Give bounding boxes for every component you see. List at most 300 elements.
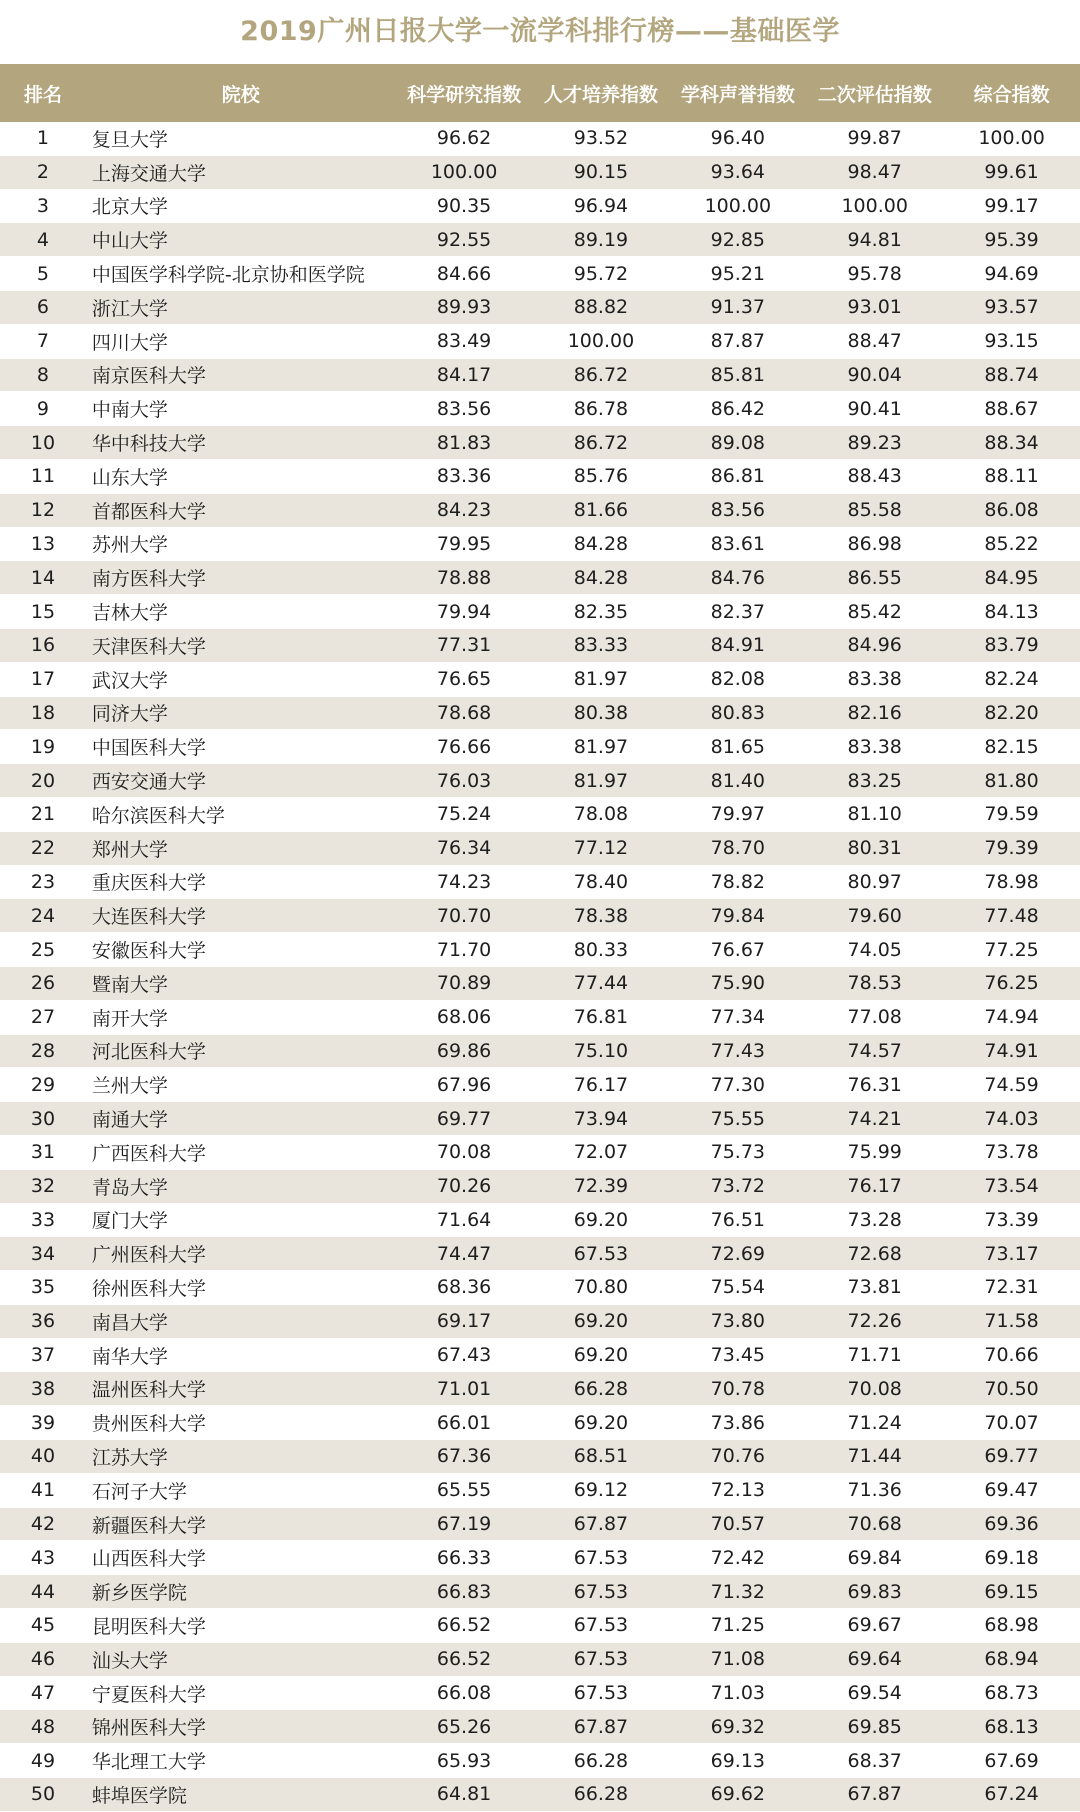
cell-talent: 96.94 <box>573 194 629 217</box>
cell-secondary: 83.38 <box>847 735 902 758</box>
cell-secondary: 68.37 <box>847 1749 902 1772</box>
cell-talent: 78.40 <box>573 870 629 893</box>
cell-reputation: 73.80 <box>710 1310 766 1333</box>
cell-overall: 84.13 <box>984 600 1039 623</box>
cell-research: 79.94 <box>436 600 492 623</box>
cell-rank: 14 <box>30 566 56 589</box>
cell-overall: 70.07 <box>984 1411 1039 1434</box>
cell-secondary: 83.38 <box>847 668 902 691</box>
cell-reputation: 73.86 <box>710 1411 766 1434</box>
cell-talent: 82.35 <box>573 600 629 623</box>
cell-overall: 69.36 <box>984 1513 1039 1536</box>
cell-research: 70.08 <box>436 1141 492 1164</box>
cell-talent: 69.20 <box>573 1310 629 1333</box>
cell-school: 温州医科大学 <box>91 1379 206 1402</box>
cell-talent: 84.28 <box>573 532 629 555</box>
table-row <box>0 1541 1080 1575</box>
cell-overall: 73.78 <box>984 1141 1039 1164</box>
cell-rank: 24 <box>30 904 56 927</box>
cell-school: 汕头大学 <box>91 1649 168 1672</box>
cell-overall: 68.98 <box>984 1614 1039 1637</box>
cell-rank: 30 <box>30 1107 56 1130</box>
cell-talent: 95.72 <box>573 262 629 285</box>
cell-rank: 48 <box>30 1715 56 1738</box>
table-row <box>0 156 1080 190</box>
cell-rank: 20 <box>30 769 56 792</box>
table-row <box>0 122 1080 156</box>
cell-school: 广州医科大学 <box>91 1244 206 1267</box>
cell-rank: 34 <box>30 1242 56 1265</box>
cell-reputation: 77.30 <box>710 1073 766 1096</box>
cell-secondary: 71.24 <box>847 1411 902 1434</box>
cell-reputation: 70.57 <box>710 1513 766 1536</box>
cell-school: 上海交通大学 <box>91 162 206 185</box>
cell-research: 81.83 <box>436 431 492 454</box>
table-header <box>0 64 1080 122</box>
cell-rank: 2 <box>36 161 49 184</box>
cell-overall: 73.54 <box>984 1175 1039 1198</box>
cell-research: 76.03 <box>436 769 492 792</box>
cell-talent: 90.15 <box>573 161 629 184</box>
table-row <box>0 257 1080 291</box>
cell-research: 74.23 <box>436 870 492 893</box>
cell-reputation: 83.56 <box>710 499 766 522</box>
cell-secondary: 85.58 <box>847 499 902 522</box>
cell-reputation: 69.62 <box>710 1783 766 1806</box>
cell-secondary: 99.87 <box>847 127 902 150</box>
cell-secondary: 74.21 <box>847 1107 902 1130</box>
cell-reputation: 96.40 <box>710 127 766 150</box>
cell-secondary: 83.25 <box>847 769 902 792</box>
cell-secondary: 78.53 <box>847 972 902 995</box>
table-row <box>0 1204 1080 1238</box>
cell-overall: 72.31 <box>984 1276 1039 1299</box>
cell-overall: 95.39 <box>984 228 1039 251</box>
cell-school: 厦门大学 <box>91 1210 168 1233</box>
cell-reputation: 87.87 <box>710 330 766 353</box>
table-row <box>0 1237 1080 1271</box>
table-body <box>0 122 1080 1812</box>
cell-rank: 10 <box>30 431 56 454</box>
cell-secondary: 81.10 <box>847 803 902 826</box>
table-row <box>0 392 1080 426</box>
cell-research: 74.47 <box>436 1242 492 1265</box>
cell-rank: 41 <box>30 1479 56 1502</box>
cell-reputation: 92.85 <box>710 228 766 251</box>
table-row <box>0 1474 1080 1508</box>
cell-overall: 69.18 <box>984 1546 1039 1569</box>
cell-secondary: 94.81 <box>847 228 902 251</box>
cell-school: 锦州医科大学 <box>91 1717 206 1740</box>
cell-rank: 38 <box>30 1377 56 1400</box>
cell-school: 山西医科大学 <box>91 1548 206 1571</box>
cell-research: 89.93 <box>436 296 492 319</box>
cell-talent: 77.44 <box>573 972 629 995</box>
cell-secondary: 82.16 <box>847 701 902 724</box>
table-row <box>0 595 1080 629</box>
cell-rank: 3 <box>36 194 49 217</box>
cell-overall: 88.11 <box>984 465 1039 488</box>
cell-research: 69.17 <box>436 1310 492 1333</box>
cell-rank: 47 <box>30 1682 56 1705</box>
cell-research: 70.89 <box>436 972 492 995</box>
cell-overall: 74.94 <box>984 1006 1039 1029</box>
cell-rank: 39 <box>30 1411 56 1434</box>
cell-overall: 93.57 <box>984 296 1039 319</box>
table-row <box>0 1339 1080 1373</box>
cell-reputation: 72.13 <box>710 1479 766 1502</box>
table-row <box>0 1372 1080 1406</box>
cell-research: 66.52 <box>436 1614 492 1637</box>
header-talent: 人才培养指数 <box>543 83 658 106</box>
table-row <box>0 1609 1080 1643</box>
cell-secondary: 100.00 <box>841 194 908 217</box>
table-row <box>0 697 1080 731</box>
cell-school: 同济大学 <box>91 703 168 726</box>
cell-rank: 50 <box>30 1783 56 1806</box>
page-title: 2019广州日报大学一流学科排行榜——基础医学 <box>240 16 840 47</box>
cell-school: 中国医科大学 <box>91 737 206 760</box>
cell-research: 100.00 <box>430 161 498 184</box>
cell-reputation: 79.84 <box>710 904 766 927</box>
header-research: 科学研究指数 <box>407 83 522 106</box>
cell-reputation: 79.97 <box>710 803 766 826</box>
cell-research: 84.17 <box>436 363 492 386</box>
cell-school: 暨南大学 <box>91 973 168 996</box>
cell-reputation: 85.81 <box>710 363 766 386</box>
cell-talent: 81.97 <box>573 769 629 792</box>
cell-secondary: 69.67 <box>847 1614 902 1637</box>
cell-research: 71.64 <box>436 1208 492 1231</box>
table-row <box>0 223 1080 257</box>
cell-rank: 32 <box>30 1175 56 1198</box>
cell-research: 67.43 <box>436 1344 492 1367</box>
cell-talent: 86.78 <box>573 397 629 420</box>
cell-overall: 99.17 <box>984 194 1039 217</box>
table-row <box>0 1643 1080 1677</box>
cell-secondary: 69.85 <box>847 1715 902 1738</box>
cell-rank: 1 <box>36 127 49 150</box>
cell-reputation: 75.54 <box>710 1276 766 1299</box>
cell-secondary: 90.04 <box>847 363 902 386</box>
cell-overall: 88.67 <box>984 397 1039 420</box>
cell-secondary: 69.84 <box>847 1546 902 1569</box>
cell-school: 西安交通大学 <box>91 771 206 794</box>
cell-talent: 78.38 <box>573 904 629 927</box>
cell-school: 重庆医科大学 <box>91 872 206 895</box>
cell-research: 76.34 <box>436 837 492 860</box>
cell-rank: 49 <box>30 1749 56 1772</box>
cell-reputation: 76.67 <box>710 938 766 961</box>
cell-reputation: 78.82 <box>710 870 766 893</box>
table-row <box>0 291 1080 325</box>
cell-research: 92.55 <box>436 228 492 251</box>
cell-overall: 68.13 <box>984 1715 1039 1738</box>
table-row <box>0 359 1080 393</box>
cell-talent: 84.28 <box>573 566 629 589</box>
cell-talent: 76.17 <box>573 1073 629 1096</box>
cell-talent: 67.87 <box>573 1715 629 1738</box>
cell-overall: 70.50 <box>984 1377 1039 1400</box>
cell-overall: 69.47 <box>984 1479 1039 1502</box>
cell-reputation: 71.32 <box>710 1580 766 1603</box>
cell-secondary: 72.68 <box>847 1242 902 1265</box>
cell-talent: 81.97 <box>573 735 629 758</box>
cell-talent: 81.97 <box>573 668 629 691</box>
cell-rank: 40 <box>30 1445 56 1468</box>
cell-secondary: 74.57 <box>847 1039 902 1062</box>
cell-school: 中国医学科学院-北京协和医学院 <box>91 264 365 287</box>
cell-overall: 68.94 <box>984 1648 1039 1671</box>
cell-talent: 86.72 <box>573 363 629 386</box>
cell-secondary: 76.31 <box>847 1073 902 1096</box>
cell-school: 大连医科大学 <box>91 906 206 929</box>
cell-rank: 37 <box>30 1344 56 1367</box>
cell-secondary: 76.17 <box>847 1175 902 1198</box>
cell-secondary: 89.23 <box>847 431 902 454</box>
cell-school: 山东大学 <box>91 466 168 489</box>
cell-reputation: 91.37 <box>710 296 766 319</box>
cell-talent: 66.28 <box>573 1377 629 1400</box>
cell-overall: 67.69 <box>984 1749 1039 1772</box>
table-row <box>0 1170 1080 1204</box>
cell-reputation: 76.51 <box>710 1208 766 1231</box>
cell-research: 65.26 <box>436 1715 492 1738</box>
cell-rank: 46 <box>30 1648 56 1671</box>
cell-research: 65.55 <box>436 1479 492 1502</box>
cell-research: 84.23 <box>436 499 492 522</box>
cell-school: 复旦大学 <box>91 128 168 151</box>
cell-research: 66.83 <box>436 1580 492 1603</box>
cell-research: 67.96 <box>436 1073 492 1096</box>
table-row <box>0 663 1080 697</box>
cell-talent: 67.53 <box>573 1242 629 1265</box>
cell-overall: 70.66 <box>984 1344 1039 1367</box>
cell-reputation: 95.21 <box>710 262 766 285</box>
cell-talent: 81.66 <box>573 499 629 522</box>
table-row <box>0 832 1080 866</box>
cell-school: 南开大学 <box>91 1007 168 1030</box>
cell-reputation: 77.34 <box>710 1006 766 1029</box>
cell-secondary: 90.41 <box>847 397 902 420</box>
table-row <box>0 1677 1080 1711</box>
cell-research: 66.52 <box>436 1648 492 1671</box>
cell-research: 66.08 <box>436 1682 492 1705</box>
cell-school: 天津医科大学 <box>91 635 206 658</box>
table-row <box>0 798 1080 832</box>
table-row <box>0 1710 1080 1744</box>
cell-school: 徐州医科大学 <box>91 1277 206 1300</box>
cell-talent: 66.28 <box>573 1749 629 1772</box>
cell-secondary: 86.98 <box>847 532 902 555</box>
cell-school: 石河子大学 <box>91 1480 187 1503</box>
cell-secondary: 98.47 <box>847 161 902 184</box>
cell-school: 新疆医科大学 <box>91 1514 206 1537</box>
table-row <box>0 1001 1080 1035</box>
cell-overall: 99.61 <box>984 161 1039 184</box>
cell-reputation: 77.43 <box>710 1039 766 1062</box>
cell-overall: 100.00 <box>978 127 1045 150</box>
cell-talent: 78.08 <box>573 803 629 826</box>
cell-school: 中南大学 <box>91 399 168 422</box>
cell-research: 66.01 <box>436 1411 492 1434</box>
table-row <box>0 190 1080 224</box>
cell-research: 70.70 <box>436 904 492 927</box>
table-row <box>0 494 1080 528</box>
cell-rank: 12 <box>30 499 56 522</box>
cell-rank: 43 <box>30 1546 56 1569</box>
cell-secondary: 88.47 <box>847 330 902 353</box>
cell-reputation: 81.40 <box>710 769 766 792</box>
cell-talent: 88.82 <box>573 296 629 319</box>
cell-talent: 72.07 <box>573 1141 629 1164</box>
cell-rank: 22 <box>30 837 56 860</box>
cell-rank: 45 <box>30 1614 56 1637</box>
cell-reputation: 73.72 <box>710 1175 766 1198</box>
table-row <box>0 1102 1080 1136</box>
cell-school: 北京大学 <box>91 196 168 219</box>
cell-research: 67.36 <box>436 1445 492 1468</box>
cell-secondary: 67.87 <box>847 1783 902 1806</box>
cell-rank: 26 <box>30 972 56 995</box>
cell-talent: 70.80 <box>573 1276 629 1299</box>
cell-rank: 8 <box>36 363 49 386</box>
table-row <box>0 866 1080 900</box>
cell-overall: 78.98 <box>984 870 1039 893</box>
cell-talent: 89.19 <box>573 228 629 251</box>
cell-talent: 76.81 <box>573 1006 629 1029</box>
cell-rank: 7 <box>36 330 49 353</box>
cell-reputation: 70.76 <box>710 1445 766 1468</box>
cell-reputation: 82.08 <box>710 668 766 691</box>
cell-talent: 67.53 <box>573 1580 629 1603</box>
cell-reputation: 82.37 <box>710 600 766 623</box>
cell-secondary: 95.78 <box>847 262 902 285</box>
cell-reputation: 72.42 <box>710 1546 766 1569</box>
table-row <box>0 1136 1080 1170</box>
cell-secondary: 88.43 <box>847 465 902 488</box>
cell-rank: 27 <box>30 1006 56 1029</box>
cell-research: 67.19 <box>436 1513 492 1536</box>
cell-talent: 85.76 <box>573 465 629 488</box>
cell-research: 83.56 <box>436 397 492 420</box>
cell-research: 68.06 <box>436 1006 492 1029</box>
cell-overall: 88.34 <box>984 431 1039 454</box>
cell-overall: 86.08 <box>984 499 1039 522</box>
cell-school: 四川大学 <box>91 331 168 354</box>
cell-research: 96.62 <box>436 127 492 150</box>
cell-reputation: 86.81 <box>710 465 766 488</box>
cell-secondary: 86.55 <box>847 566 902 589</box>
table-row <box>0 730 1080 764</box>
cell-secondary: 85.42 <box>847 600 902 623</box>
cell-rank: 35 <box>30 1276 56 1299</box>
cell-school: 首都医科大学 <box>91 500 206 523</box>
cell-rank: 9 <box>36 397 49 420</box>
cell-talent: 69.12 <box>573 1479 629 1502</box>
cell-overall: 82.15 <box>984 735 1039 758</box>
cell-school: 安徽医科大学 <box>91 940 206 963</box>
cell-talent: 67.53 <box>573 1682 629 1705</box>
cell-talent: 69.20 <box>573 1208 629 1231</box>
cell-overall: 74.59 <box>984 1073 1039 1096</box>
cell-school: 广西医科大学 <box>91 1142 206 1165</box>
cell-overall: 85.22 <box>984 532 1039 555</box>
cell-research: 71.01 <box>436 1377 492 1400</box>
table-row <box>0 426 1080 460</box>
cell-overall: 83.79 <box>984 634 1039 657</box>
header-overall: 综合指数 <box>973 83 1050 106</box>
cell-overall: 76.25 <box>984 972 1039 995</box>
table-row <box>0 764 1080 798</box>
cell-reputation: 71.03 <box>710 1682 766 1705</box>
cell-research: 84.66 <box>436 262 492 285</box>
cell-rank: 25 <box>30 938 56 961</box>
cell-talent: 93.52 <box>573 127 629 150</box>
cell-overall: 67.24 <box>984 1783 1039 1806</box>
cell-rank: 23 <box>30 870 56 893</box>
cell-reputation: 71.25 <box>710 1614 766 1637</box>
cell-overall: 73.39 <box>984 1208 1039 1231</box>
cell-secondary: 80.31 <box>847 837 902 860</box>
cell-secondary: 79.60 <box>847 904 902 927</box>
cell-overall: 69.77 <box>984 1445 1039 1468</box>
cell-school: 蚌埠医学院 <box>91 1784 187 1807</box>
cell-reputation: 73.45 <box>710 1344 766 1367</box>
cell-talent: 68.51 <box>573 1445 629 1468</box>
cell-reputation: 69.32 <box>710 1715 766 1738</box>
cell-reputation: 69.13 <box>710 1749 766 1772</box>
cell-rank: 4 <box>36 228 49 251</box>
cell-overall: 88.74 <box>984 363 1039 386</box>
cell-rank: 17 <box>30 668 56 691</box>
cell-secondary: 93.01 <box>847 296 902 319</box>
cell-rank: 29 <box>30 1073 56 1096</box>
cell-school: 昆明医科大学 <box>91 1615 206 1638</box>
cell-school: 华北理工大学 <box>91 1751 206 1774</box>
table-row <box>0 1305 1080 1339</box>
table-row <box>0 1744 1080 1778</box>
cell-secondary: 74.05 <box>847 938 902 961</box>
cell-school: 兰州大学 <box>91 1075 168 1098</box>
cell-school: 华中科技大学 <box>91 433 206 456</box>
table-row <box>0 1440 1080 1474</box>
cell-secondary: 71.44 <box>847 1445 902 1468</box>
cell-school: 河北医科大学 <box>91 1041 206 1064</box>
cell-research: 77.31 <box>436 634 492 657</box>
cell-talent: 75.10 <box>573 1039 629 1062</box>
cell-school: 贵州医科大学 <box>91 1413 206 1436</box>
cell-secondary: 70.08 <box>847 1377 902 1400</box>
cell-reputation: 86.42 <box>710 397 766 420</box>
cell-reputation: 93.64 <box>710 161 766 184</box>
cell-rank: 33 <box>30 1208 56 1231</box>
cell-research: 65.93 <box>436 1749 492 1772</box>
cell-overall: 74.03 <box>984 1107 1039 1130</box>
cell-rank: 13 <box>30 532 56 555</box>
cell-secondary: 72.26 <box>847 1310 902 1333</box>
cell-talent: 86.72 <box>573 431 629 454</box>
header-secondary: 二次评估指数 <box>817 83 932 106</box>
cell-reputation: 70.78 <box>710 1377 766 1400</box>
cell-school: 青岛大学 <box>91 1176 168 1199</box>
table-row <box>0 561 1080 595</box>
cell-school: 南方医科大学 <box>91 568 206 591</box>
table-row <box>0 528 1080 562</box>
cell-research: 68.36 <box>436 1276 492 1299</box>
cell-reputation: 83.61 <box>710 532 766 555</box>
cell-research: 71.70 <box>436 938 492 961</box>
